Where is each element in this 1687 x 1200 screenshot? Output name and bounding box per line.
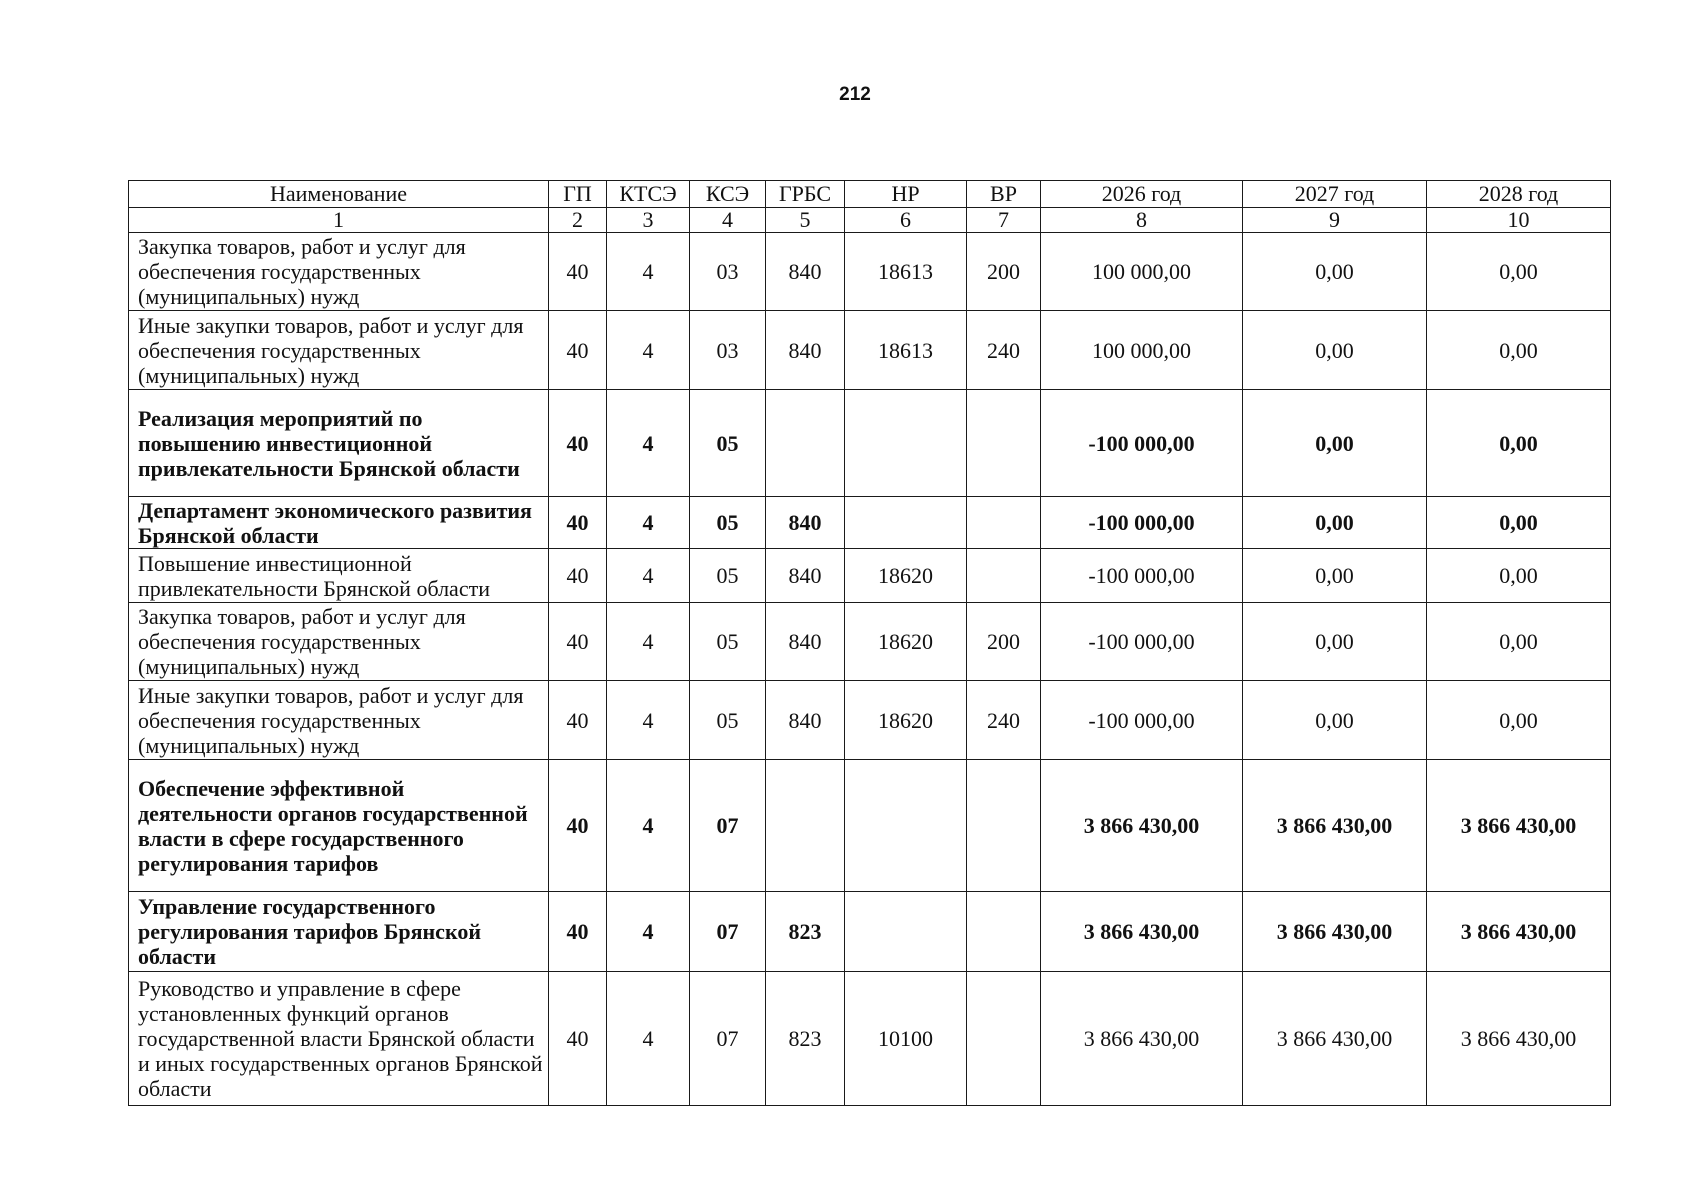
cell-ktse: 4 [607, 549, 690, 603]
cell-ktse: 4 [607, 497, 690, 549]
cell-nr [845, 760, 967, 892]
page-number: 212 [839, 84, 871, 105]
cell-2027: 0,00 [1243, 233, 1427, 311]
column-number: 3 [607, 208, 690, 233]
cell-2026: -100 000,00 [1041, 549, 1243, 603]
row-name: Реализация мероприятий по повышению инвестиционной привлекательности Брянской области [129, 390, 549, 497]
row-name: Управление государственного регулирования тарифов Брянской области [129, 892, 549, 972]
cell-2027: 0,00 [1243, 603, 1427, 681]
cell-2027: 0,00 [1243, 681, 1427, 760]
table-row [129, 972, 1611, 1106]
cell-2028: 3 866 430,00 [1427, 760, 1611, 892]
cell-2026: 3 866 430,00 [1041, 892, 1243, 972]
cell-grbs: 840 [766, 497, 845, 549]
column-number-row [129, 208, 1611, 233]
table-row [129, 760, 1611, 892]
cell-grbs: 840 [766, 681, 845, 760]
cell-kse: 05 [690, 603, 766, 681]
cell-grbs: 840 [766, 311, 845, 390]
column-number: 2 [549, 208, 607, 233]
table-row [129, 311, 1611, 390]
cell-grbs [766, 390, 845, 497]
cell-2027: 0,00 [1243, 390, 1427, 497]
table-row [129, 233, 1611, 311]
cell-gp: 40 [549, 311, 607, 390]
column-header-2028: 2028 год [1427, 181, 1611, 208]
column-number: 1 [129, 208, 549, 233]
cell-ktse: 4 [607, 972, 690, 1106]
cell-2026: 3 866 430,00 [1041, 760, 1243, 892]
cell-2027: 3 866 430,00 [1243, 972, 1427, 1106]
column-number: 4 [690, 208, 766, 233]
cell-grbs [766, 760, 845, 892]
cell-nr [845, 892, 967, 972]
cell-grbs: 840 [766, 549, 845, 603]
column-header-2027: 2027 год [1243, 181, 1427, 208]
header-row [129, 181, 1611, 208]
cell-kse: 05 [690, 390, 766, 497]
cell-nr: 18613 [845, 311, 967, 390]
row-name: Повышение инвестиционной привлекательности Брянской области [129, 549, 549, 603]
column-number: 10 [1427, 208, 1611, 233]
cell-2028: 0,00 [1427, 390, 1611, 497]
column-header-ktse: КТСЭ [607, 181, 690, 208]
table-row [129, 603, 1611, 681]
cell-kse: 03 [690, 233, 766, 311]
cell-kse: 03 [690, 311, 766, 390]
cell-2028: 0,00 [1427, 681, 1611, 760]
column-number: 6 [845, 208, 967, 233]
row-name: Руководство и управление в сфере установленных функций органов государственной власти Брянской области и иных государственных органов Брянской области [129, 972, 549, 1106]
cell-vr: 200 [967, 603, 1041, 681]
cell-grbs: 823 [766, 892, 845, 972]
row-name: Закупка товаров, работ и услуг для обеспечения государственных (муниципальных) нужд [129, 603, 549, 681]
cell-2027: 3 866 430,00 [1243, 760, 1427, 892]
cell-nr [845, 390, 967, 497]
cell-2027: 3 866 430,00 [1243, 892, 1427, 972]
cell-nr: 18620 [845, 603, 967, 681]
column-number: 5 [766, 208, 845, 233]
cell-2026: 3 866 430,00 [1041, 972, 1243, 1106]
column-header-grbs: ГРБС [766, 181, 845, 208]
cell-2027: 0,00 [1243, 311, 1427, 390]
cell-vr [967, 497, 1041, 549]
cell-vr [967, 390, 1041, 497]
cell-gp: 40 [549, 760, 607, 892]
row-name: Департамент экономического развития Брянской области [129, 497, 549, 549]
cell-2028: 0,00 [1427, 233, 1611, 311]
cell-nr: 18620 [845, 549, 967, 603]
cell-vr [967, 972, 1041, 1106]
cell-2026: -100 000,00 [1041, 681, 1243, 760]
cell-gp: 40 [549, 549, 607, 603]
cell-kse: 07 [690, 760, 766, 892]
cell-nr: 18620 [845, 681, 967, 760]
cell-vr: 240 [967, 681, 1041, 760]
column-number: 7 [967, 208, 1041, 233]
cell-2028: 3 866 430,00 [1427, 972, 1611, 1106]
column-number: 9 [1243, 208, 1427, 233]
column-header-nr: НР [845, 181, 967, 208]
cell-nr [845, 497, 967, 549]
cell-grbs: 823 [766, 972, 845, 1106]
cell-kse: 05 [690, 681, 766, 760]
cell-gp: 40 [549, 681, 607, 760]
cell-ktse: 4 [607, 681, 690, 760]
cell-2028: 0,00 [1427, 549, 1611, 603]
row-name: Закупка товаров, работ и услуг для обеспечения государственных (муниципальных) нужд [129, 233, 549, 311]
cell-vr: 240 [967, 311, 1041, 390]
cell-vr: 200 [967, 233, 1041, 311]
cell-2026: 100 000,00 [1041, 311, 1243, 390]
column-header-name: Наименование [129, 181, 549, 208]
table-row [129, 390, 1611, 497]
cell-grbs: 840 [766, 603, 845, 681]
cell-gp: 40 [549, 390, 607, 497]
table-row [129, 681, 1611, 760]
cell-kse: 05 [690, 549, 766, 603]
cell-2026: 100 000,00 [1041, 233, 1243, 311]
cell-2026: -100 000,00 [1041, 603, 1243, 681]
cell-2028: 0,00 [1427, 603, 1611, 681]
cell-grbs: 840 [766, 233, 845, 311]
cell-vr [967, 760, 1041, 892]
cell-gp: 40 [549, 892, 607, 972]
cell-2028: 0,00 [1427, 311, 1611, 390]
cell-2027: 0,00 [1243, 497, 1427, 549]
cell-ktse: 4 [607, 390, 690, 497]
cell-2028: 3 866 430,00 [1427, 892, 1611, 972]
cell-nr: 18613 [845, 233, 967, 311]
row-name: Обеспечение эффективной деятельности органов государственной власти в сфере государственного регулирования тарифов [129, 760, 549, 892]
column-number: 8 [1041, 208, 1243, 233]
cell-gp: 40 [549, 603, 607, 681]
column-header-vr: ВР [967, 181, 1041, 208]
table-row [129, 549, 1611, 603]
cell-gp: 40 [549, 972, 607, 1106]
budget-table [128, 180, 1611, 1106]
cell-vr [967, 892, 1041, 972]
cell-ktse: 4 [607, 603, 690, 681]
cell-ktse: 4 [607, 760, 690, 892]
cell-2027: 0,00 [1243, 549, 1427, 603]
cell-nr: 10100 [845, 972, 967, 1106]
cell-ktse: 4 [607, 233, 690, 311]
table-row [129, 497, 1611, 549]
cell-vr [967, 549, 1041, 603]
cell-2028: 0,00 [1427, 497, 1611, 549]
table-row [129, 892, 1611, 972]
cell-2026: -100 000,00 [1041, 390, 1243, 497]
cell-ktse: 4 [607, 892, 690, 972]
cell-gp: 40 [549, 497, 607, 549]
column-header-kse: КСЭ [690, 181, 766, 208]
row-name: Иные закупки товаров, работ и услуг для обеспечения государственных (муниципальных) нужд [129, 311, 549, 390]
cell-kse: 07 [690, 892, 766, 972]
cell-ktse: 4 [607, 311, 690, 390]
cell-gp: 40 [549, 233, 607, 311]
cell-kse: 07 [690, 972, 766, 1106]
column-header-gp: ГП [549, 181, 607, 208]
cell-2026: -100 000,00 [1041, 497, 1243, 549]
column-header-2026: 2026 год [1041, 181, 1243, 208]
cell-kse: 05 [690, 497, 766, 549]
row-name: Иные закупки товаров, работ и услуг для обеспечения государственных (муниципальных) нужд [129, 681, 549, 760]
